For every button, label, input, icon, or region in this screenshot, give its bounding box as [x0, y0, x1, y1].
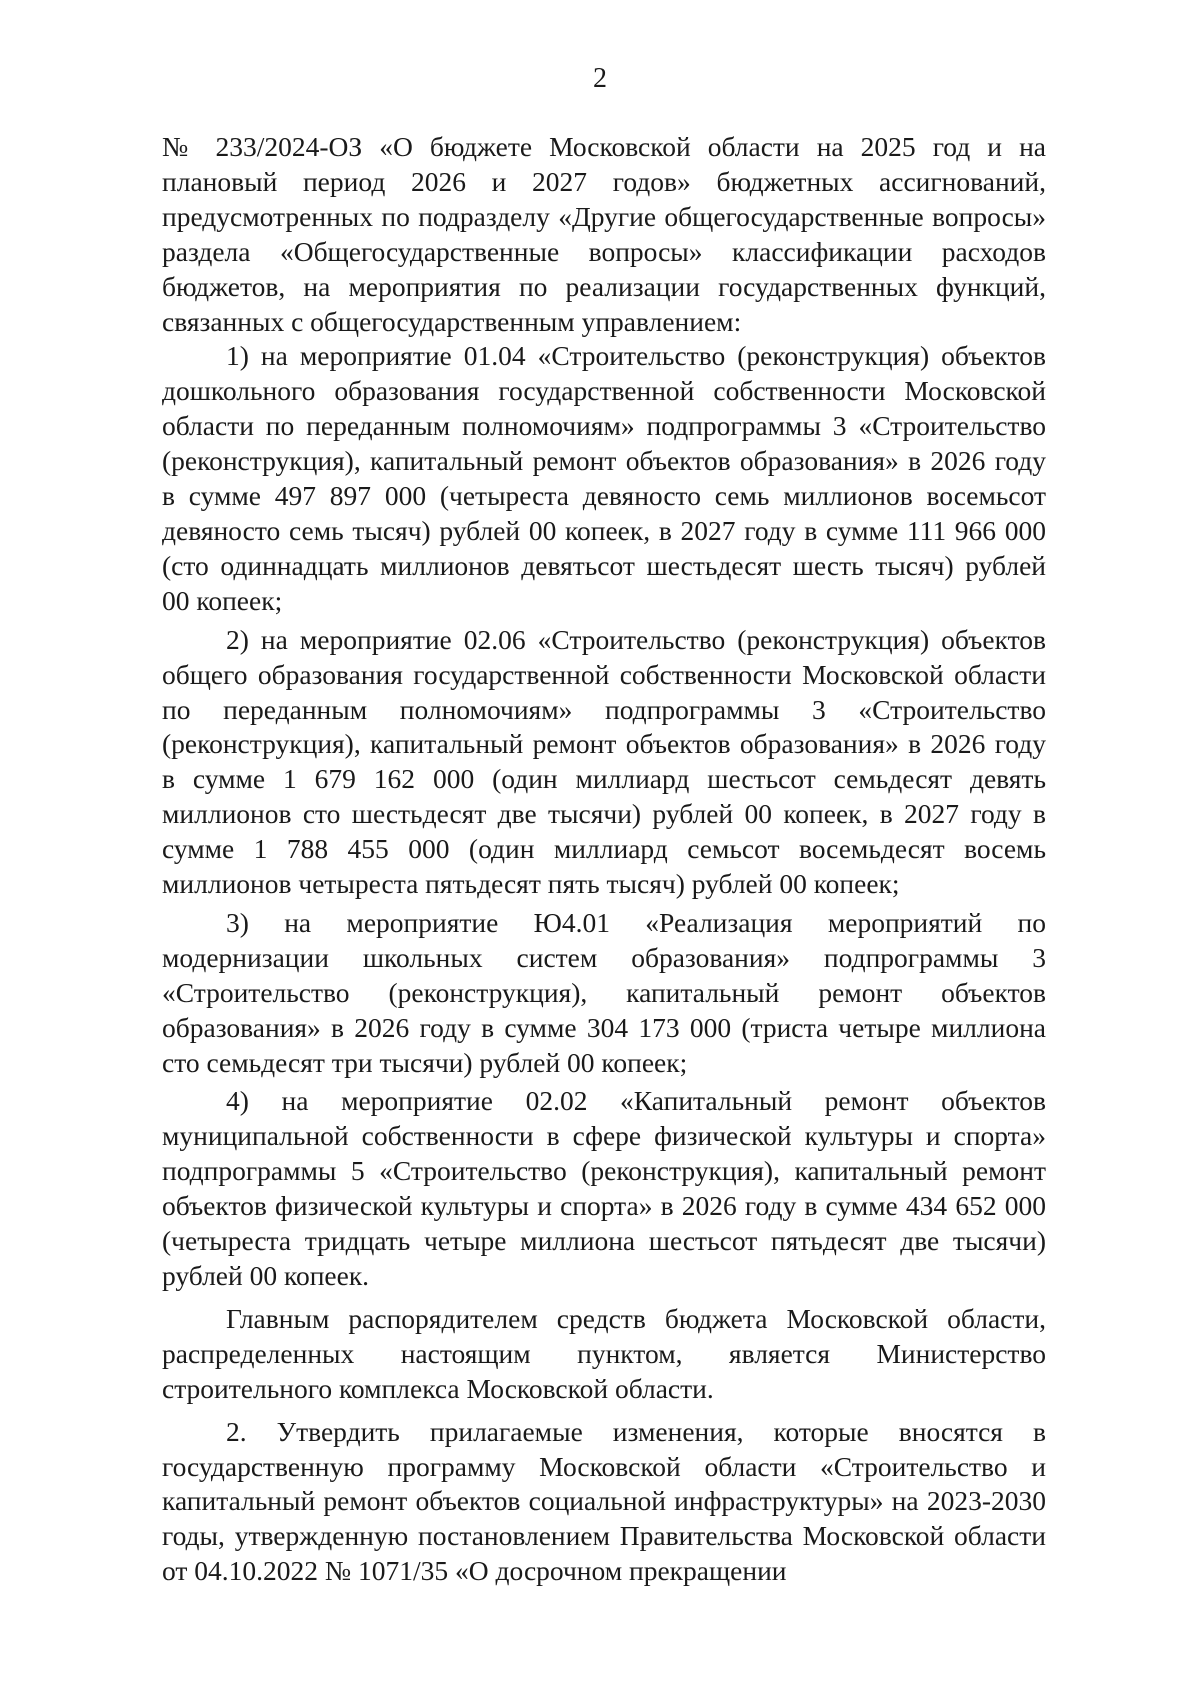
distributor-paragraph: Главным распорядителем средств бюджета Московской области, распределенных настоящим пунктом, является Министерство строительного комплекса Московской области. [162, 1302, 1046, 1404]
item-1-paragraph: 1) на мероприятие 01.04 «Строительство (реконструкция) объектов дошкольного образования государственной собственности Московской области по переданным полномочиям» подпрограммы 3 «Строительство (реконструкция), капитальный ремонт объектов образования» в 2026 году в сумме 497 897 000 (четыреста девяносто семь миллионов восемьсот девяносто семь тысяч) рублей 00 копеек, в 2027 году в сумме 111 966 000 (сто одиннадцать миллионов девятьсот шестьдесят шесть тысяч) рублей 00 копеек; [162, 340, 1046, 616]
point-2-paragraph: 2. Утвердить прилагаемые изменения, которые вносятся в государственную программу Московской области «Строительство и капитальный ремонт объектов социальной инфраструктуры» на 2023-2030 годы, утвержденную постановлением Правительства Московской области от 04.10.2022 № 1071/35 «О досрочном прекращении [162, 1415, 1046, 1587]
item-2-paragraph: 2) на мероприятие 02.06 «Строительство (реконструкция) объектов общего образования государственной собственности Московской области по переданным полномочиям» подпрограммы 3 «Строительство (реконструкция), капитальный ремонт объектов образования» в 2026 году в сумме 1 679 162 000 (один миллиард шестьсот семьдесят девять миллионов сто шестьдесят две тысячи) рублей 00 копеек, в 2027 году в сумме 1 788 455 000 (один миллиард семьсот восемьдесят восемь миллионов четыреста пятьдесят пять тысяч) рублей 00 копеек; [162, 623, 1046, 900]
document-body [162, 130, 1046, 1589]
item-3-paragraph: 3) на мероприятие Ю4.01 «Реализация мероприятий по модернизации школьных систем образования» подпрограммы 3 «Строительство (реконструкция), капитальный ремонт объектов образования» в 2026 году в сумме 304 173 000 (триста четыре миллиона сто семьдесят три тысячи) рублей 00 копеек; [162, 906, 1046, 1078]
item-4-paragraph: 4) на мероприятие 02.02 «Капитальный ремонт объектов муниципальной собственности в сфере физической культуры и спорта» подпрограммы 5 «Строительство (реконструкция), капитальный ремонт объектов физической культуры и спорта» в 2026 году в сумме 434 652 000 (четыреста тридцать четыре миллиона шестьсот пятьдесят две тысячи) рублей 00 копеек. [162, 1085, 1046, 1291]
page-number: 2 [593, 63, 607, 94]
intro-paragraph: № 233/2024-ОЗ «О бюджете Московской области на 2025 год и на плановый период 2026 и 2027 годов» бюджетных ассигнований, предусмотренных по подразделу «Другие общегосударственные вопросы» раздела «Общегосударственные вопросы» классификации расходов бюджетов, на мероприятия по реализации государственных функций, связанных с общегосударственным управлением: [162, 131, 1046, 337]
